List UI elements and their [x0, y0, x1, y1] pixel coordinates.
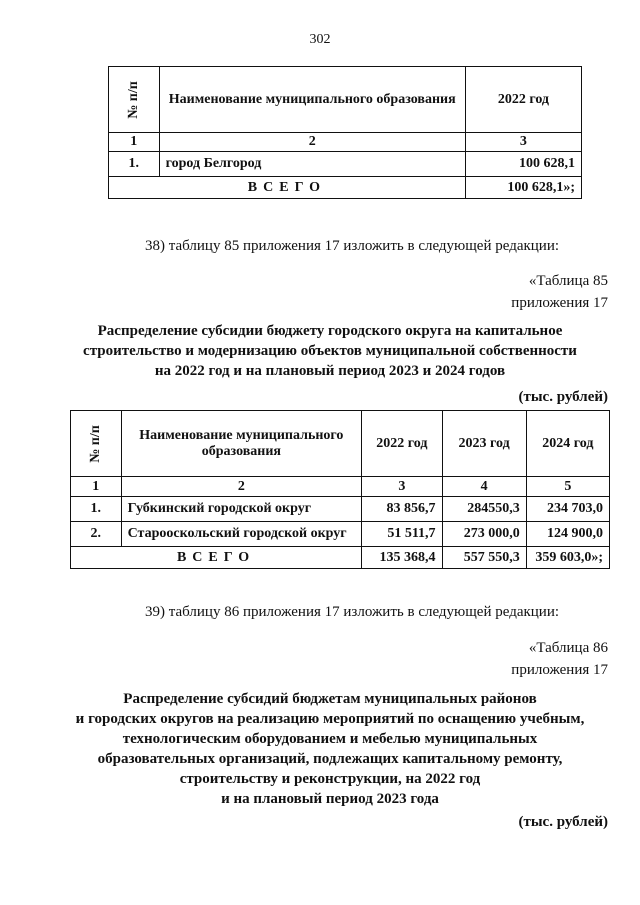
paragraph-39: 39) таблицу 86 приложения 17 изложить в следующей редакции:: [145, 604, 560, 620]
table-85: [70, 410, 610, 569]
header-2023: 2023 год: [442, 411, 526, 477]
table-header-row: [71, 411, 610, 477]
header-2022: 2022 год: [465, 67, 581, 133]
table-total-row: ВСЕГО 100 628,1»;: [109, 177, 582, 199]
table-row: 1. город Белгород 100 628,1: [109, 152, 582, 177]
table-total-row: ВСЕГО 135 368,4 557 550,3 359 603,0»;: [71, 547, 610, 569]
page-number: 302: [309, 32, 331, 47]
table-85-caption: Распределение субсидии бюджету городского округа на капитальное строительство и модернизацию объектов муниципальной собственности на 2022 год и на плановый период 2023 и 2024 годов: [83, 323, 577, 379]
table-86-units: (тыс. рублей): [518, 814, 608, 830]
table-85-units: (тыс. рублей): [518, 389, 608, 405]
header-name: Наименование муниципального образования: [121, 411, 362, 477]
table-row: 2. Старооскольский городской округ 51 511,7 273 000,0 124 900,0: [71, 522, 610, 547]
paragraph-38: 38) таблицу 85 приложения 17 изложить в следующей редакции:: [145, 238, 560, 254]
table-header-row: [109, 67, 582, 133]
header-name: Наименование муниципального образования: [159, 67, 465, 133]
header-2022: 2022 год: [362, 411, 442, 477]
header-num: № п/п: [109, 67, 160, 133]
header-2024: 2024 год: [526, 411, 609, 477]
table-86-caption: Распределение субсидий бюджетам муниципальных районов и городских округов на реализацию мероприятий по оснащению учебным, технологическим оборудованием и мебелью муниципальных образовательных организаций, подлежащих капитальному ремонту, строительству и реконструкции, на 2022 год и на плановый период 2023 года: [75, 691, 585, 807]
table-index-row: 1 2 3: [109, 133, 582, 152]
table-85-reference: «Таблица 85 приложения 17: [511, 273, 608, 311]
table-86-reference: «Таблица 86 приложения 17: [511, 640, 608, 678]
table-row: 1. Губкинский городской округ 83 856,7 284550,3 234 703,0: [71, 497, 610, 522]
table-index-row: 1 2 3 4 5: [71, 477, 610, 497]
table-84: [108, 66, 582, 199]
header-num: № п/п: [71, 411, 122, 477]
